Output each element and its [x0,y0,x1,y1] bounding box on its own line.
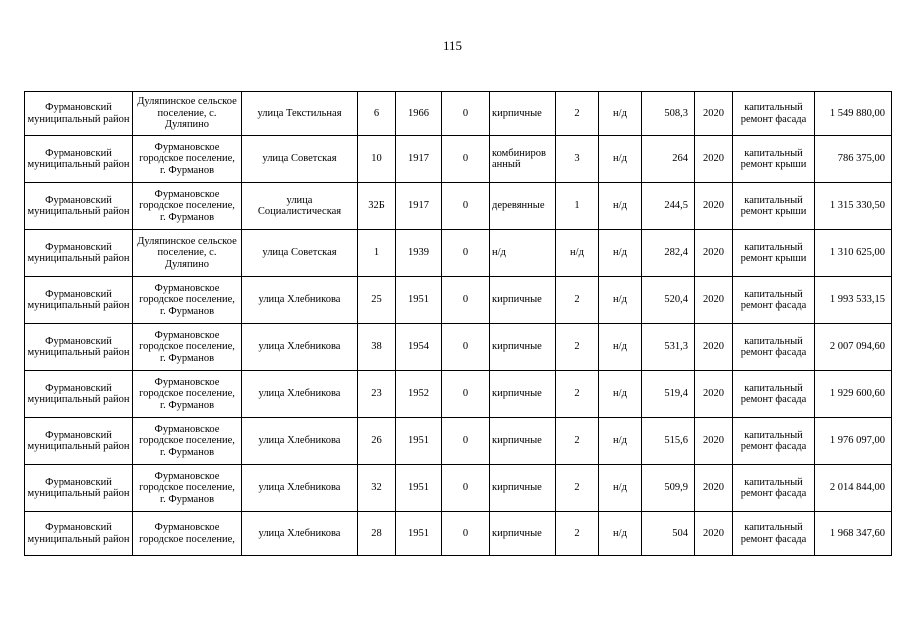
column-6-cell: 0 [442,418,490,465]
floors-cell: 3 [556,136,599,183]
wall-material-cell: деревянные [490,183,556,230]
year-built-cell: 1939 [396,230,442,277]
floors-cell: 1 [556,183,599,230]
wall-material-cell: кирпичные [490,277,556,324]
column-6-cell: 0 [442,512,490,556]
cost-cell: 1 315 330,50 [815,183,892,230]
floors-cell: 2 [556,418,599,465]
cost-cell: 786 375,00 [815,136,892,183]
area-cell: 244,5 [642,183,695,230]
cost-cell: 1 549 880,00 [815,92,892,136]
plan-year-cell: 2020 [695,465,733,512]
district-cell: Фурмановский муниципальный район [25,512,133,556]
column-6-cell: 0 [442,230,490,277]
settlement-cell: Фурмановское городское поселение, г. Фурманов [133,418,242,465]
area-cell: 282,4 [642,230,695,277]
column-9-cell: н/д [599,324,642,371]
column-6-cell: 0 [442,92,490,136]
cost-cell: 1 310 625,00 [815,230,892,277]
plan-year-cell: 2020 [695,230,733,277]
cost-cell: 2 007 094,60 [815,324,892,371]
wall-material-cell: комбиниров анный [490,136,556,183]
column-6-cell: 0 [442,183,490,230]
house-number-cell: 23 [358,371,396,418]
table-row [25,418,892,465]
plan-year-cell: 2020 [695,418,733,465]
floors-cell: 2 [556,324,599,371]
column-6-cell: 0 [442,277,490,324]
work-type-cell: капитальный ремонт фасада [733,277,815,324]
plan-year-cell: 2020 [695,277,733,324]
table-row [25,277,892,324]
settlement-cell: Дуляпинское сельское поселение, с. Дуляпино [133,230,242,277]
wall-material-cell: кирпичные [490,371,556,418]
area-cell: 515,6 [642,418,695,465]
column-9-cell: н/д [599,418,642,465]
work-type-cell: капитальный ремонт фасада [733,512,815,556]
table-row [25,512,892,556]
wall-material-cell: н/д [490,230,556,277]
cost-cell: 1 976 097,00 [815,418,892,465]
column-9-cell: н/д [599,371,642,418]
column-9-cell: н/д [599,92,642,136]
district-cell: Фурмановский муниципальный район [25,371,133,418]
year-built-cell: 1951 [396,512,442,556]
wall-material-cell: кирпичные [490,418,556,465]
street-cell: улица Хлебникова [242,512,358,556]
column-6-cell: 0 [442,371,490,418]
house-number-cell: 25 [358,277,396,324]
area-cell: 508,3 [642,92,695,136]
column-9-cell: н/д [599,465,642,512]
year-built-cell: 1951 [396,465,442,512]
floors-cell: 2 [556,92,599,136]
table-row [25,136,892,183]
settlement-cell: Фурмановское городское поселение, г. Фурманов [133,371,242,418]
street-cell: улица Текстильная [242,92,358,136]
year-built-cell: 1951 [396,277,442,324]
table-row [25,371,892,418]
district-cell: Фурмановский муниципальный район [25,324,133,371]
column-9-cell: н/д [599,136,642,183]
plan-year-cell: 2020 [695,512,733,556]
street-cell: улица Хлебникова [242,324,358,371]
plan-year-cell: 2020 [695,183,733,230]
district-cell: Фурмановский муниципальный район [25,418,133,465]
year-built-cell: 1966 [396,92,442,136]
floors-cell: 2 [556,277,599,324]
cost-cell: 1 993 533,15 [815,277,892,324]
street-cell: улица Хлебникова [242,418,358,465]
district-cell: Фурмановский муниципальный район [25,230,133,277]
house-number-cell: 28 [358,512,396,556]
settlement-cell: Фурмановское городское поселение, г. Фурманов [133,136,242,183]
plan-year-cell: 2020 [695,92,733,136]
floors-cell: н/д [556,230,599,277]
street-cell: улица Советская [242,230,358,277]
work-type-cell: капитальный ремонт фасада [733,324,815,371]
district-cell: Фурмановский муниципальный район [25,465,133,512]
column-6-cell: 0 [442,324,490,371]
street-cell: улица Хлебникова [242,277,358,324]
wall-material-cell: кирпичные [490,512,556,556]
plan-year-cell: 2020 [695,324,733,371]
settlement-cell: Фурмановское городское поселение, г. Фурманов [133,183,242,230]
house-number-cell: 32Б [358,183,396,230]
year-built-cell: 1917 [396,183,442,230]
floors-cell: 2 [556,512,599,556]
plan-year-cell: 2020 [695,136,733,183]
work-type-cell: капитальный ремонт фасада [733,465,815,512]
table-row [25,92,892,136]
floors-cell: 2 [556,465,599,512]
year-built-cell: 1954 [396,324,442,371]
year-built-cell: 1951 [396,418,442,465]
page-number: 115 [442,38,463,53]
cost-cell: 1 929 600,60 [815,371,892,418]
work-type-cell: капитальный ремонт крыши [733,136,815,183]
wall-material-cell: кирпичные [490,465,556,512]
district-cell: Фурмановский муниципальный район [25,277,133,324]
column-9-cell: н/д [599,512,642,556]
street-cell: улица Хлебникова [242,465,358,512]
column-9-cell: н/д [599,277,642,324]
area-cell: 519,4 [642,371,695,418]
column-9-cell: н/д [599,230,642,277]
district-cell: Фурмановский муниципальный район [25,136,133,183]
house-number-cell: 26 [358,418,396,465]
house-number-cell: 1 [358,230,396,277]
plan-year-cell: 2020 [695,371,733,418]
area-cell: 504 [642,512,695,556]
work-type-cell: капитальный ремонт крыши [733,230,815,277]
area-cell: 264 [642,136,695,183]
area-cell: 509,9 [642,465,695,512]
house-number-cell: 32 [358,465,396,512]
work-type-cell: капитальный ремонт крыши [733,183,815,230]
district-cell: Фурмановский муниципальный район [25,183,133,230]
settlement-cell: Фурмановское городское поселение, г. Фурманов [133,324,242,371]
year-built-cell: 1952 [396,371,442,418]
floors-cell: 2 [556,371,599,418]
work-type-cell: капитальный ремонт фасада [733,92,815,136]
work-type-cell: капитальный ремонт фасада [733,418,815,465]
settlement-cell: Дуляпинское сельское поселение, с. Дуляпино [133,92,242,136]
cost-cell: 2 014 844,00 [815,465,892,512]
table-row [25,230,892,277]
column-6-cell: 0 [442,465,490,512]
column-6-cell: 0 [442,136,490,183]
table-row [25,324,892,371]
wall-material-cell: кирпичные [490,324,556,371]
settlement-cell: Фурмановское городское поселение, [133,512,242,556]
house-number-cell: 10 [358,136,396,183]
column-9-cell: н/д [599,183,642,230]
housing-repair-table [24,91,892,556]
work-type-cell: капитальный ремонт фасада [733,371,815,418]
district-cell: Фурмановский муниципальный район [25,92,133,136]
settlement-cell: Фурмановское городское поселение, г. Фурманов [133,277,242,324]
cost-cell: 1 968 347,60 [815,512,892,556]
street-cell: улица Социалистическая [242,183,358,230]
table-row [25,183,892,230]
wall-material-cell: кирпичные [490,92,556,136]
street-cell: улица Хлебникова [242,371,358,418]
area-cell: 520,4 [642,277,695,324]
house-number-cell: 38 [358,324,396,371]
street-cell: улица Советская [242,136,358,183]
table-row [25,465,892,512]
year-built-cell: 1917 [396,136,442,183]
area-cell: 531,3 [642,324,695,371]
settlement-cell: Фурмановское городское поселение, г. Фурманов [133,465,242,512]
house-number-cell: 6 [358,92,396,136]
